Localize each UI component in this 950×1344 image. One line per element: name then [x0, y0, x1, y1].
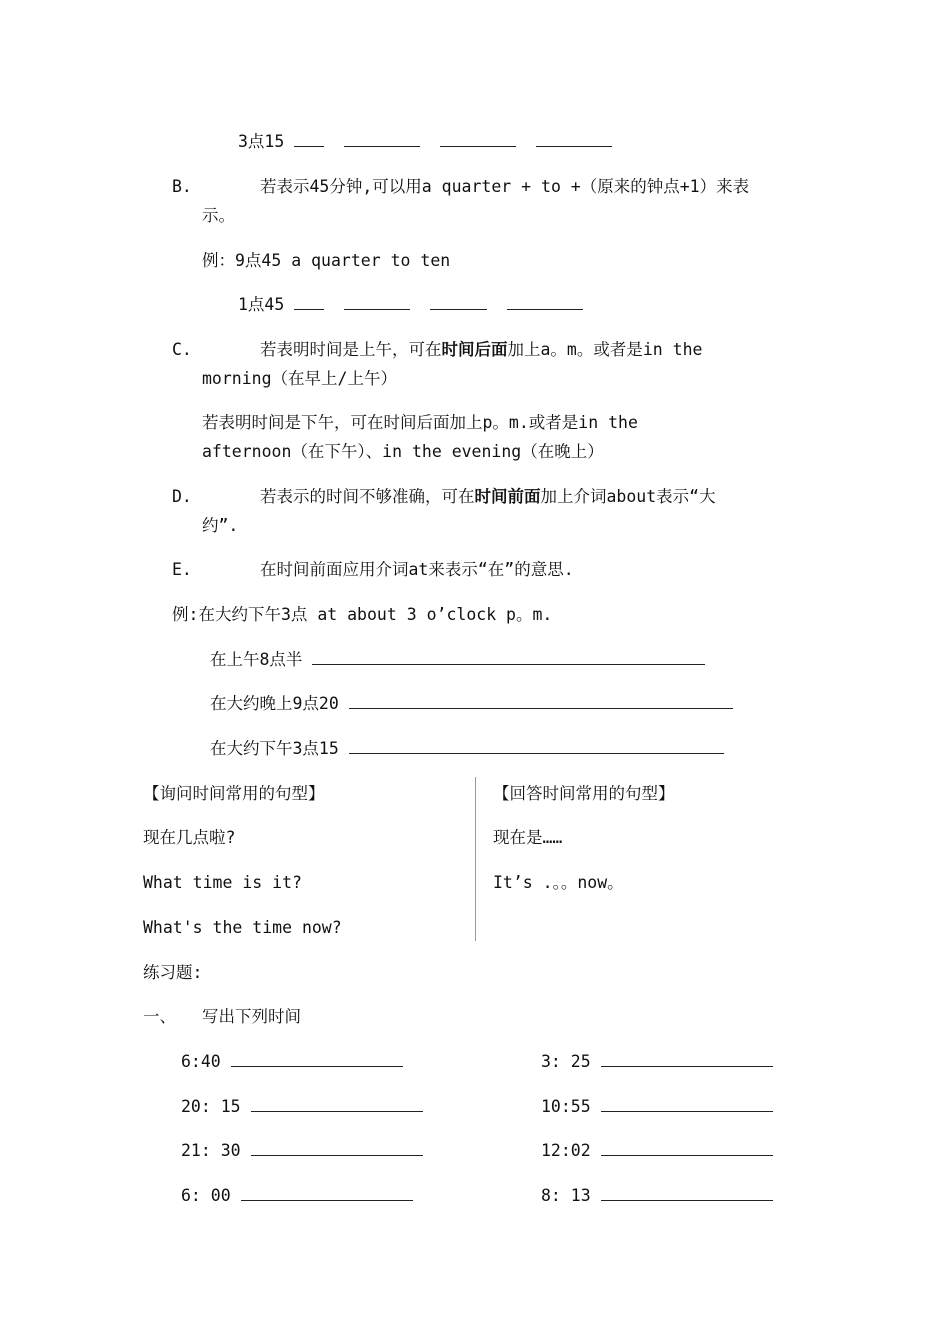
answer-blank[interactable]: [601, 1096, 773, 1112]
section-d-cont: 约”.: [202, 516, 239, 535]
example-label: 例：: [202, 251, 235, 270]
answer-line: It’s .。。now。: [493, 873, 624, 892]
answer-blank[interactable]: [536, 131, 612, 147]
example-time: 9点45: [235, 251, 282, 270]
am-rule-text: 若表明时间是上午，可在: [260, 340, 442, 359]
answer-heading: 【回答时间常用的句型】: [493, 784, 675, 803]
exercise-part-number: 一、: [143, 1007, 176, 1026]
practice-prompt: 在大约晚上9点20: [210, 694, 339, 713]
am-rule-text-end: 加上a。m。或者是in the: [507, 340, 703, 359]
answer-blank[interactable]: [349, 693, 733, 709]
section-c-am-cont: morning（在早上/上午）: [202, 369, 397, 388]
answer-blank[interactable]: [251, 1096, 423, 1112]
example-chinese: 在大约下午3点: [198, 605, 308, 624]
answer-blank[interactable]: [231, 1051, 403, 1067]
exercise-time: 10:55: [541, 1097, 591, 1116]
answer-blank[interactable]: [601, 1185, 773, 1201]
answer-blank[interactable]: [349, 738, 724, 754]
ask-heading: 【询问时间常用的句型】: [143, 784, 325, 803]
ask-line: What time is it?: [143, 873, 302, 892]
answer-blank[interactable]: [344, 131, 420, 147]
exercise-item: [181, 1185, 413, 1207]
section-e-letter: E.: [172, 560, 192, 579]
practice-line-e1: [210, 649, 705, 671]
exercise-time: 3: 25: [541, 1052, 591, 1071]
exercise-time: 8: 13: [541, 1186, 591, 1205]
section-c-pm-rule: 若表明时间是下午，可在时间后面加上p。m.或者是in the: [202, 413, 638, 432]
exercise-item: [181, 1051, 403, 1073]
practice-line-b: [238, 294, 583, 316]
answer-blank[interactable]: [294, 294, 324, 310]
column-divider: [475, 777, 476, 941]
practice-prompt: 在大约下午3点15: [210, 739, 339, 758]
answer-blank[interactable]: [507, 294, 583, 310]
section-c-am-rule: [260, 339, 702, 361]
exercise-time: 21: 30: [181, 1141, 241, 1160]
exercise-item: [181, 1140, 423, 1162]
section-e-rule: 在时间前面应用介词at来表示“在”的意思.: [260, 560, 574, 579]
example-english: at about 3 o’clock p。m.: [317, 605, 553, 624]
exercise-title: 练习题:: [143, 963, 203, 982]
section-b-example: [202, 250, 450, 272]
exercise-item: [541, 1140, 773, 1162]
section-c-letter: C.: [172, 340, 192, 359]
answer-blank[interactable]: [241, 1185, 413, 1201]
section-d-rule: [260, 486, 716, 508]
practice-time: 3点15: [238, 132, 285, 151]
d-rule-text-end: 加上介词about表示“大: [540, 487, 716, 506]
answer-blank[interactable]: [312, 649, 705, 665]
practice-time: 1点45: [238, 295, 285, 314]
section-c-pm-cont: afternoon（在下午）、in the evening（在晚上）: [202, 442, 604, 461]
section-e-example: [172, 604, 552, 626]
practice-line-e3: [210, 738, 724, 760]
section-d-letter: D.: [172, 487, 192, 506]
section-b-rule: 若表示45分钟,可以用a quarter + to +（原来的钟点+1）来表: [260, 177, 750, 196]
exercise-item: [541, 1051, 773, 1073]
answer-blank[interactable]: [601, 1140, 773, 1156]
exercise-part-title: 写出下列时间: [202, 1007, 301, 1026]
answer-blank[interactable]: [430, 294, 487, 310]
answer-blank[interactable]: [601, 1051, 773, 1067]
exercise-time: 12:02: [541, 1141, 591, 1160]
ask-line: What's the time now?: [143, 918, 342, 937]
answer-blank[interactable]: [251, 1140, 423, 1156]
section-b-letter: B.: [172, 177, 192, 196]
answer-line: 现在是……: [493, 828, 563, 847]
practice-line-a: [238, 131, 612, 153]
practice-line-e2: [210, 693, 733, 715]
exercise-item: [181, 1096, 423, 1118]
example-label: 例:: [172, 605, 199, 624]
exercise-time: 20: 15: [181, 1097, 241, 1116]
exercise-item: [541, 1185, 773, 1207]
answer-blank[interactable]: [440, 131, 516, 147]
ask-line: 现在几点啦?: [143, 828, 236, 847]
answer-blank[interactable]: [344, 294, 410, 310]
exercise-time: 6: 00: [181, 1186, 231, 1205]
answer-blank[interactable]: [294, 131, 324, 147]
exercise-item: [541, 1096, 773, 1118]
section-b-rule-cont: 示。: [202, 206, 235, 225]
d-rule-text: 若表示的时间不够准确，可在: [260, 487, 475, 506]
example-english: a quarter to ten: [291, 251, 451, 270]
practice-prompt: 在上午8点半: [210, 650, 303, 669]
am-rule-emphasis: 时间后面: [441, 340, 508, 359]
d-rule-emphasis: 时间前面: [474, 487, 541, 506]
exercise-time: 6:40: [181, 1052, 221, 1071]
